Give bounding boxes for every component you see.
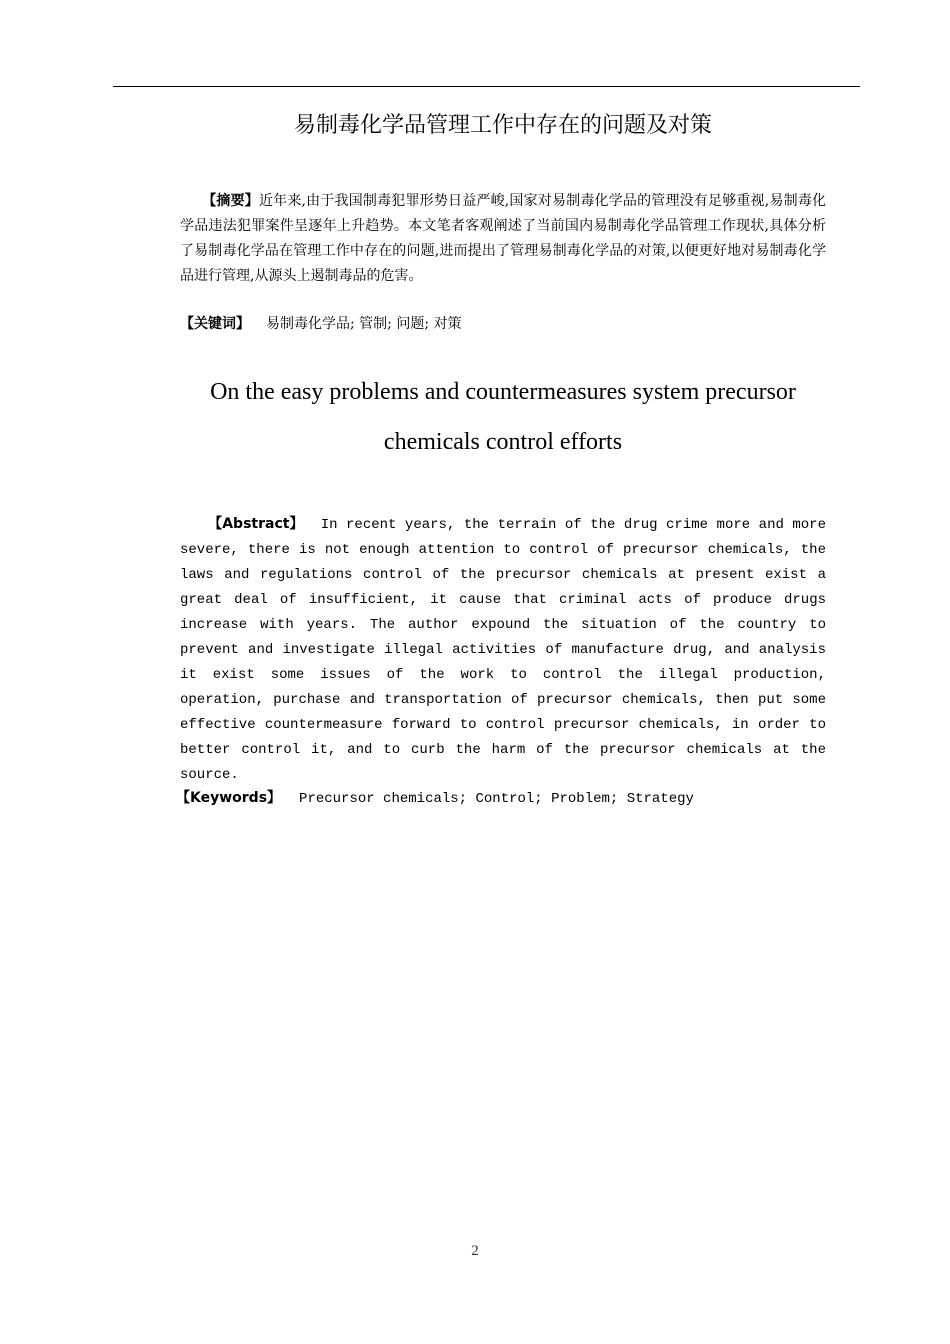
chinese-title: 易制毒化学品管理工作中存在的问题及对策 — [293, 113, 712, 138]
english-abstract — [180, 512, 826, 788]
chinese-abstract — [180, 189, 826, 289]
english-keywords-text: Precursor chemicals; Control; Problem; Strategy — [299, 791, 694, 807]
english-abstract-label: 【Abstract】 — [208, 516, 304, 532]
english-abstract-text: In recent years, the terrain of the drug crime more and more severe, there is not enough attention to control of precursor chemicals, the laws and regulations control of the precursor chemicals at present exist a great deal of insufficient, it cause that criminal acts of produce drugs increase with years. The author expound the situation of the country to prevent and investigate illegal activities of manufacture drug, and analysis it exist some issues of the work to control the illegal production, operation, purchase and transportation of precursor chemicals, then put some effective countermeasure forward to control precursor chemicals, in order to better control it, and to curb the harm of the precursor chemicals at the source. — [180, 517, 826, 783]
header-rule — [113, 86, 860, 87]
english-keywords-label: 【Keywords】 — [176, 790, 282, 806]
chinese-keywords-label: 【关键词】 — [180, 316, 250, 332]
page-number: 2 — [471, 1243, 479, 1259]
english-keywords — [176, 787, 826, 810]
english-title: On the easy problems and countermeasures system precursor chemicals control efforts — [210, 379, 796, 455]
chinese-keywords-text: 易制毒化学品; 管制; 问题; 对策 — [266, 316, 462, 332]
chinese-abstract-text: 近年来,由于我国制毒犯罪形势日益严峻,国家对易制毒化学品的管理没有足够重视,易制毒化学品违法犯罪案件呈逐年上升趋势。本文笔者客观阐述了当前国内易制毒化学品管理工作现状,具体分析了易制毒化学品在管理工作中存在的问题,进而提出了管理易制毒化学品的对策,以便更好地对易制毒化学品进行管理,从源头上遏制毒品的危害。 — [180, 193, 827, 284]
chinese-keywords — [180, 313, 826, 335]
chinese-abstract-label: 【摘要】 — [202, 193, 259, 209]
